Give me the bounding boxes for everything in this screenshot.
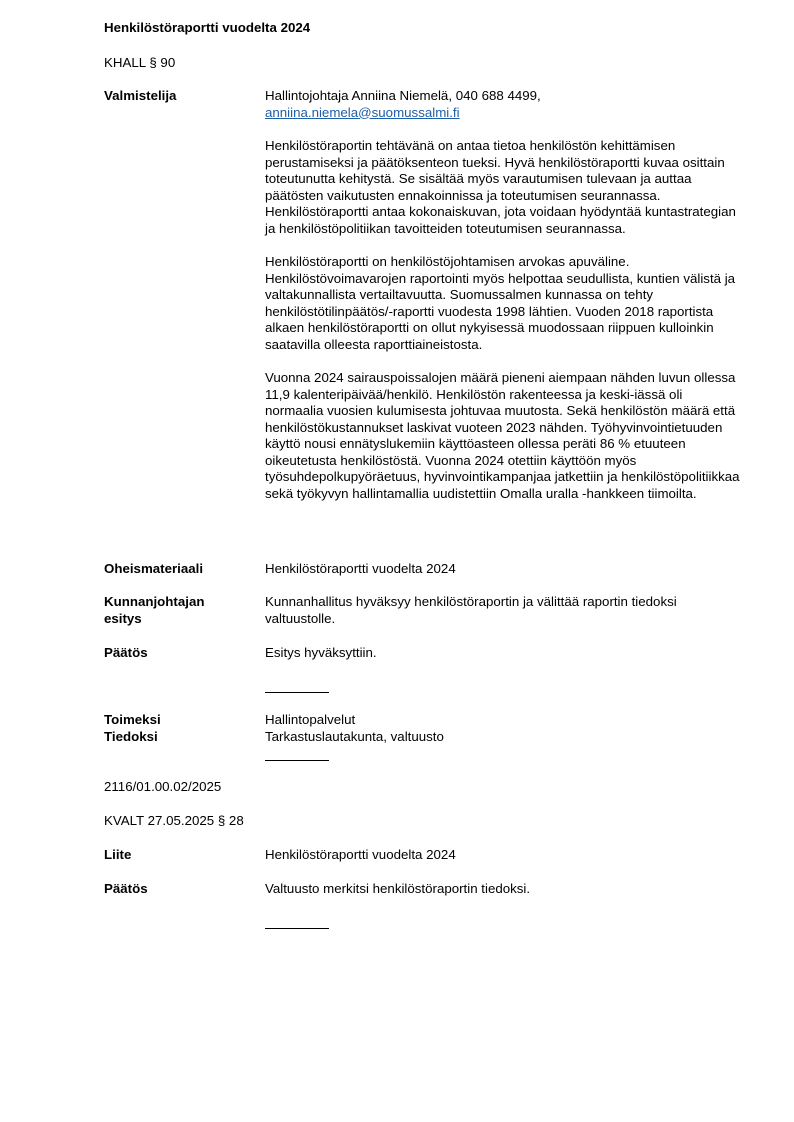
esitys-value: Kunnanhallitus hyväksyy henkilöstöraportin ja välittää raportin tiedoksi valtuustolle. <box>265 594 677 626</box>
toimeksi-label: Toimeksi <box>104 712 161 727</box>
tiedoksi-label: Tiedoksi <box>104 729 158 744</box>
valmistelija-paragraph-2: Henkilöstöraportti on henkilöstöjohtamisen arvokas apuväline. Henkilöstövoimavarojen raportointi myös helpottaa seudullista, kuntien välistä ja valtakunnallista vertailtavuutta. Suomussalmen kunnassa on tehty henkilöstötilinpäätös/-raportti vuodesta 1998 lähtien. Vuoden 2018 raportista alkaen henkilöstöraportti on ollut nykyisessä muodossaan riippuen kulloinkin saatavilla olleesta raporttiaineistosta. <box>265 254 736 352</box>
oheismateriaali-label: Oheismateriaali <box>104 561 204 576</box>
esitys-label-line-2: esitys <box>104 610 142 626</box>
esitys-label <box>104 594 254 627</box>
khall-reference: KHALL § 90 <box>104 55 176 70</box>
paatos-value-2: Valtuusto merkitsi henkilöstöraportin tiedoksi. <box>265 881 531 896</box>
oheismateriaali-value: Henkilöstöraportti vuodelta 2024 <box>265 561 456 576</box>
valmistelija-paragraph-3: Vuonna 2024 sairauspoissalojen määrä pieneni aiempaan nähden luvun ollessa 11,9 kalenteripäivää/henkilö. Henkilöstön rakenteessa ja keski-iässä oli normaalia vuosien kulumisesta johtuvaa muutosta. Sekä henkilöstön määrä että henkilöstökustannukset laskivat vuoteen 2023 nähden. Työhyvinvointietuuden käyttö nousi ennätyslukemiin käyttöasteen ollessa peräti 86 % etuuteen oikeutetusta henkilöstöstä. Vuonna 2024 otettiin käyttöön myös työsuhdepolkupyöräetuus, hyvinvointikampanjaa jatkettiin ja henkilöstöpolitiikkaa sekä työkyvyn hallintamallia uudistettiin Omalla uralla -hankkeen tiimoilta. <box>265 370 740 501</box>
valmistelija-email-link[interactable]: anniina.niemela@suomussalmi.fi <box>265 104 460 120</box>
valmistelija-email-line <box>265 105 740 122</box>
liite-label: Liite <box>104 847 132 862</box>
paatos-label-2: Päätös <box>104 881 148 896</box>
kvalt-reference: KVALT 27.05.2025 § 28 <box>104 813 244 828</box>
diary-number: 2116/01.00.02/2025 <box>104 779 222 794</box>
document-title: Henkilöstöraportti vuodelta 2024 <box>104 20 311 35</box>
valmistelija-label: Valmistelija <box>104 88 177 103</box>
paatos-value-1: Esitys hyväksyttiin. <box>265 645 377 660</box>
esitys-label-line-1: Kunnanjohtajan <box>104 594 205 609</box>
valmistelija-paragraph-1: Henkilöstöraportin tehtävänä on antaa tietoa henkilöstön kehittämisen perustamiseksi ja päätöksenteon tueksi. Hyvä henkilöstöraportti kuvaa osittain toteutunutta kehitystä. Se sisältää myös varautumisen tulevaan ja auttaa päätösten vaikutusten ennakoinnissa ja toteutumisen seurannassa. Henkilöstöraportti antaa kokonaiskuvan, jota voidaan hyödyntää kuntastrategian ja henkilöstöpolitiikan tavoitteiden toteutumisen seurannassa. <box>265 138 736 236</box>
liite-value: Henkilöstöraportti vuodelta 2024 <box>265 847 456 862</box>
signature-rule-3 <box>265 928 329 929</box>
valmistelija-content <box>265 88 740 502</box>
paatos-label-1: Päätös <box>104 645 148 660</box>
signature-rule-2 <box>265 760 329 761</box>
valmistelija-contact: Hallintojohtaja Anniina Niemelä, 040 688 4499, <box>265 88 541 103</box>
signature-rule-1 <box>265 692 329 693</box>
toimeksi-value: Hallintopalvelut <box>265 712 356 727</box>
tiedoksi-value: Tarkastuslautakunta, valtuusto <box>265 729 444 744</box>
